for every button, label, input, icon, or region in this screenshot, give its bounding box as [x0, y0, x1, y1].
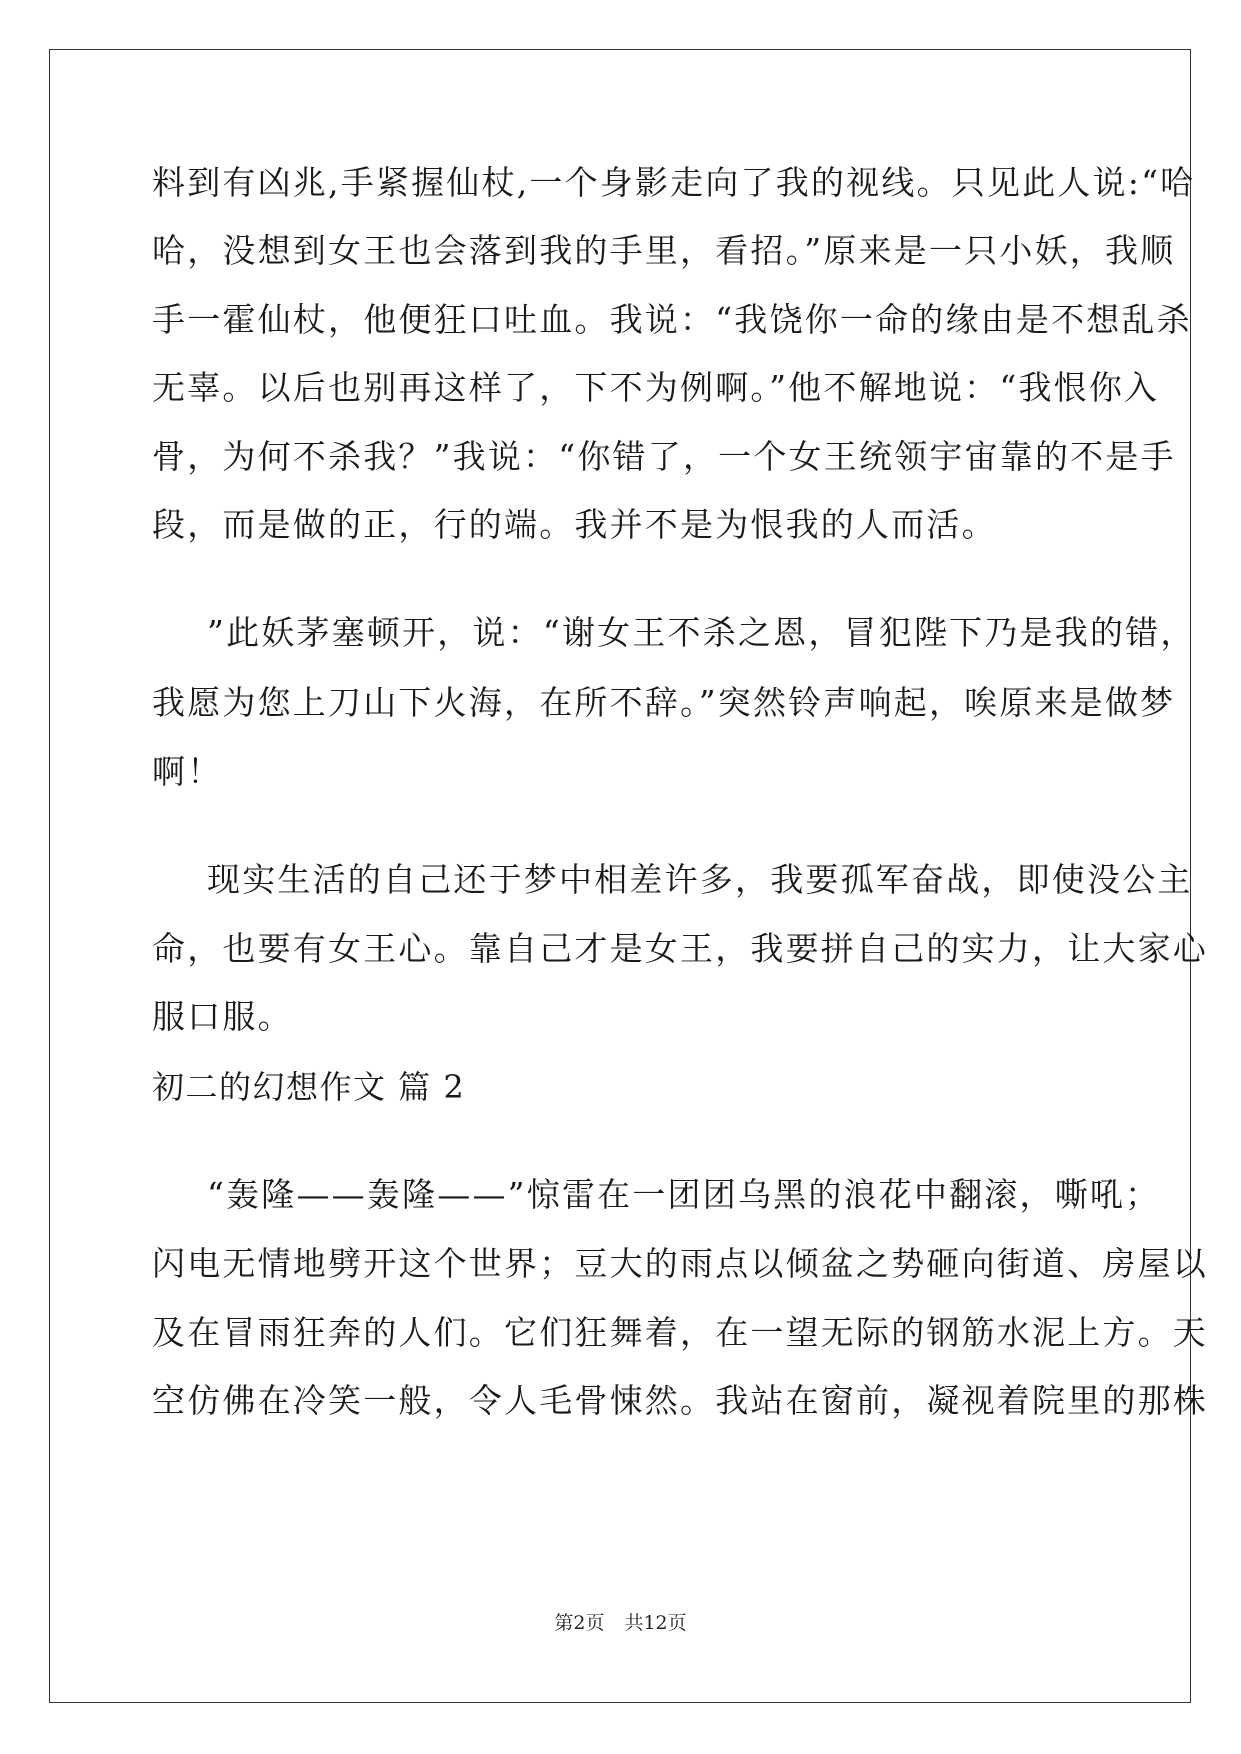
text-line: 服口服。 [152, 997, 293, 1036]
paragraph-start-line: ”此妖茅塞顿开，说：“谢女王不杀之恩，冒犯陛下乃是我的错， [207, 613, 1196, 652]
page-total: 共12页 [624, 1612, 687, 1634]
text-line: 空仿佛在冷笑一般，令人毛骨悚然。我站在窗前，凝视着院里的那株 [152, 1381, 1208, 1420]
text-line: 无辜。以后也别再这样了，下不为例啊。”他不解地说：“我恨你入 [152, 368, 1160, 407]
text-line: 命，也要有女王心。靠自己才是女王，我要拼自己的实力，让大家心 [152, 929, 1208, 968]
text-line: 哈，没想到女王也会落到我的手里，看招。”原来是一只小妖，我顺 [152, 231, 1176, 270]
text-line: 手一霍仙杖，他便狂口吐血。我说：“我饶你一命的缘由是不想乱杀 [152, 300, 1192, 339]
text-line: 骨，为何不杀我？”我说：“你错了，一个女王统领宇宙靠的不是手 [152, 437, 1176, 476]
text-line: 闪电无情地劈开这个世界；豆大的雨点以倾盆之势砸向街道、房屋以 [152, 1244, 1208, 1283]
text-line: 我愿为您上刀山下火海，在所不辞。”突然铃声响起，唉原来是做梦 [152, 683, 1176, 722]
section-heading: 初二的幻想作文 篇 2 [152, 1068, 466, 1106]
page-footer [0, 1611, 1241, 1635]
text-line: 料到有凶兆,手紧握仙杖,一个身影走向了我的视线。只见此人说:“哈 [152, 163, 1196, 202]
text-line: 段，而是做的正，行的端。我并不是为恨我的人而活。 [152, 505, 997, 544]
paragraph-start-line: 现实生活的自己还于梦中相差许多，我要孤军奋战，即使没公主 [207, 860, 1193, 899]
text-line: 及在冒雨狂奔的人们。它们狂舞着，在一望无际的钢筋水泥上方。天 [152, 1313, 1208, 1352]
text-line: 啊！ [152, 752, 223, 791]
paragraph-start-line: “轰隆——轰隆——”惊雷在一团团乌黑的浪花中翻滚，嘶吼； [207, 1175, 1161, 1214]
page-number: 第2页 [554, 1612, 605, 1634]
